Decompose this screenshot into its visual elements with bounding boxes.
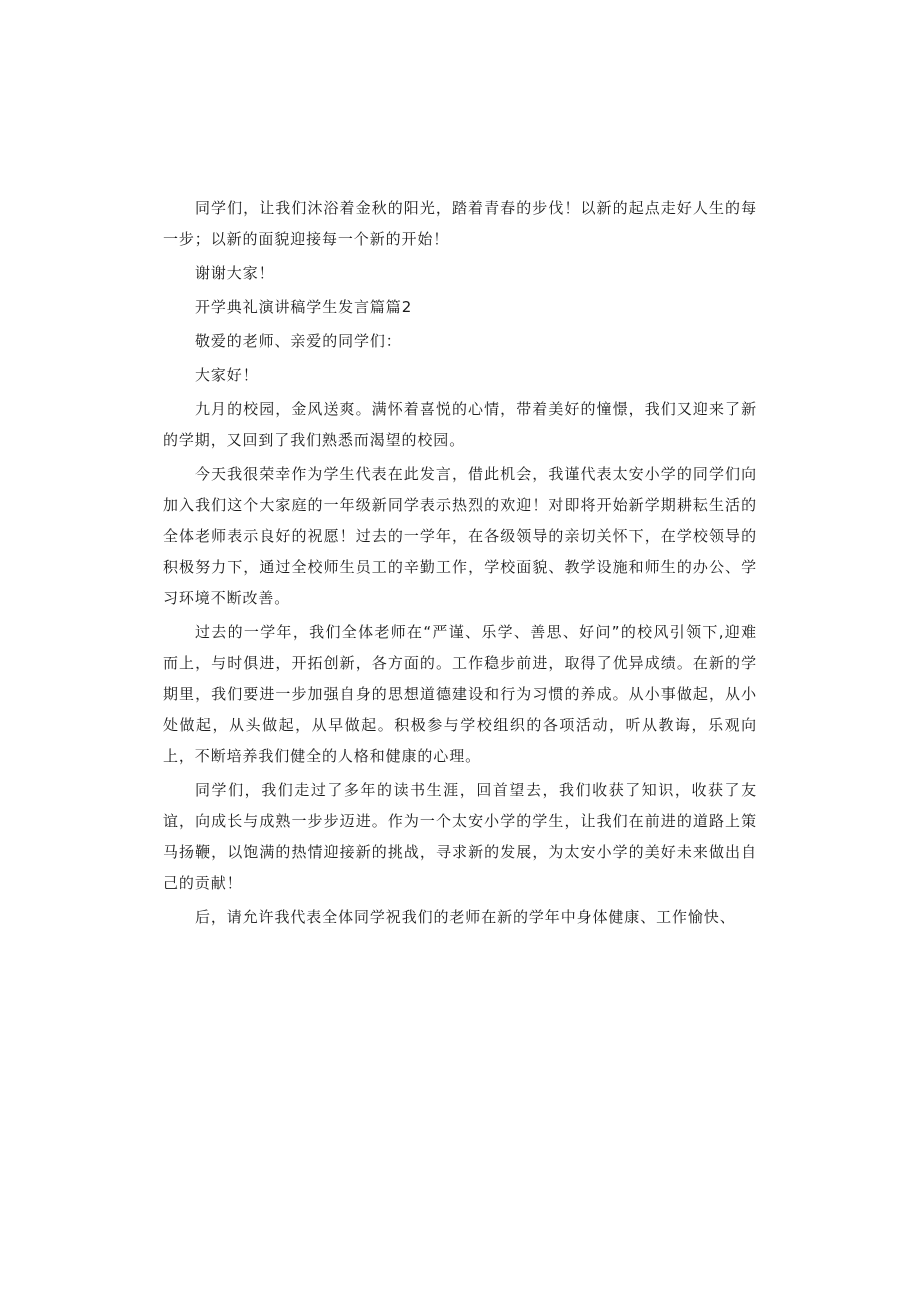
paragraph: 今天我很荣幸作为学生代表在此发言，借此机会，我谨代表太安小学的同学们向加入我们这个大家庭的一年级新同学表示热烈的欢迎！对即将开始新学期耕耘生活的全体老师表示良好的祝愿！过去的一学年，在各级领导的亲切关怀下，在学校领导的积极努力下，通过全校师生员工的辛勤工作，学校面貌、教学设施和师生的办公、学习环境不断改善。 bbox=[163, 465, 757, 607]
paragraph: 谢谢大家！ bbox=[195, 264, 275, 282]
paragraph: 后，请允许我代表全体同学祝我们的老师在新的学年中身体健康、工作愉快、 bbox=[195, 908, 736, 926]
salutation: 敬爱的老师、亲爱的同学们： bbox=[195, 332, 402, 350]
paragraph: 同学们，我们走过了多年的读书生涯，回首望去，我们收获了知识，收获了友谊，向成长与成熟一步步迈进。作为一个太安小学的学生，让我们在前进的道路上策马扬鞭，以饱满的热情迎接新的挑战，寻求新的发展，为太安小学的美好未来做出自己的贡献！ bbox=[163, 781, 757, 892]
document-body bbox=[163, 193, 757, 936]
paragraph: 过去的一学年，我们全体老师在“严谨、乐学、善思、好问”的校风引领下,迎难而上，与时俱进，开拓创新，各方面的。工作稳步前进，取得了优异成绩。在新的学期里，我们要进一步加强自身的思想道德建设和行为习惯的养成。从小事做起，从小处做起，从头做起，从早做起。积极参与学校组织的各项活动，听从教诲，乐观向上，不断培养我们健全的人格和健康的心理。 bbox=[163, 623, 757, 765]
paragraph: 九月的校园，金风送爽。满怀着喜悦的心情，带着美好的憧憬，我们又迎来了新的学期，又回到了我们熟悉而渴望的校园。 bbox=[163, 400, 757, 449]
greeting: 大家好！ bbox=[195, 366, 259, 384]
section-heading: 开学典礼演讲稿学生发言篇篇2 bbox=[195, 298, 413, 316]
paragraph: 同学们，让我们沐浴着金秋的阳光，踏着青春的步伐！以新的起点走好人生的每一步；以新的面貌迎接每一个新的开始！ bbox=[163, 199, 757, 248]
